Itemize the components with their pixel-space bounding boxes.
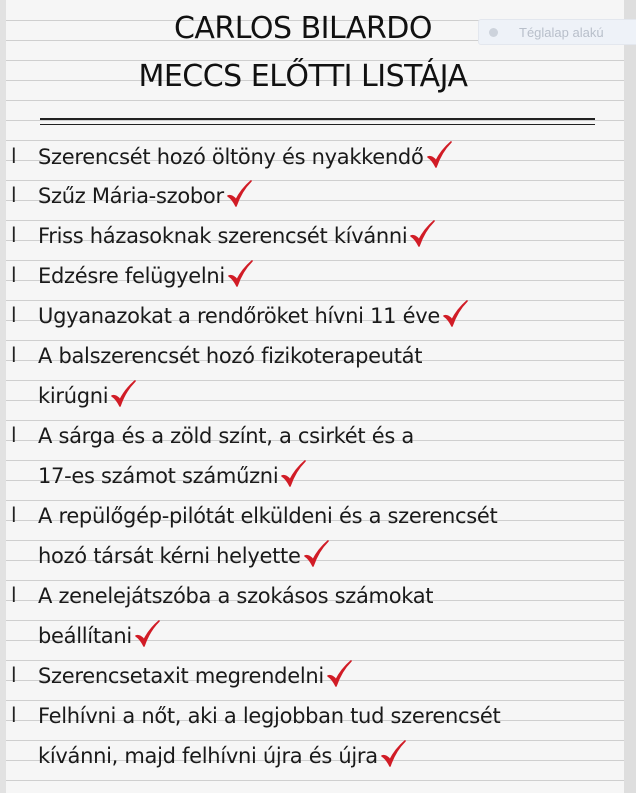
title-underline-thin bbox=[40, 124, 595, 125]
list-item-text bbox=[38, 416, 608, 496]
bullet-marker: l bbox=[11, 303, 17, 327]
list-item-line: Ugyanazokat a rendőröket hívni 11 éve bbox=[38, 296, 608, 336]
list-item-line: Szerencsetaxit megrendelni bbox=[38, 656, 608, 696]
list-item-line: A sárga és a zöld színt, a csirkét és a bbox=[38, 424, 414, 448]
bullet-marker: l bbox=[11, 263, 17, 287]
checkmark-icon bbox=[426, 140, 452, 170]
list-item-text bbox=[38, 336, 608, 416]
list-item-line: Felhívni a nőt, aki a legjobban tud szerencsét bbox=[38, 704, 501, 728]
checkmark-icon bbox=[380, 739, 406, 769]
list-item-line: Friss házasoknak szerencsét kívánni bbox=[38, 216, 608, 256]
list-item-line: Edzésre felügyelni bbox=[38, 256, 608, 296]
bullet-marker: l bbox=[11, 663, 17, 687]
list-item-line: kívánni, majd felhívni újra és újra bbox=[38, 736, 608, 776]
title-line-1: CARLOS BILARDO bbox=[173, 11, 433, 46]
checkmark-icon bbox=[227, 259, 253, 289]
bullet-marker: l bbox=[11, 503, 17, 527]
list-item-line: Szűz Mária-szobor bbox=[38, 176, 608, 216]
bullet-marker: l bbox=[11, 423, 17, 447]
list-item-text bbox=[38, 176, 608, 216]
list-item-line: A zenelejátszóba a szokásos számokat bbox=[38, 584, 434, 608]
page-right-edge bbox=[624, 0, 636, 793]
list-item-line: beállítani bbox=[38, 616, 608, 656]
list-item-text bbox=[38, 576, 608, 656]
checkmark-icon bbox=[326, 659, 352, 689]
title-line-2: MECCS ELŐTTI LISTÁJA bbox=[138, 59, 468, 94]
list-item-text bbox=[38, 656, 608, 696]
checkmark-icon bbox=[110, 379, 136, 409]
checkmark-icon bbox=[303, 539, 329, 569]
list-item-text bbox=[38, 256, 608, 296]
page-left-edge bbox=[0, 0, 6, 793]
bullet-marker: l bbox=[11, 223, 17, 247]
checkmark-icon bbox=[442, 299, 468, 329]
title-underline-thick bbox=[40, 118, 595, 120]
list-item-line: Szerencsét hozó öltöny és nyakkendő bbox=[38, 137, 608, 177]
bullet-marker: l bbox=[11, 343, 17, 367]
list-item-line: hozó társát kérni helyette bbox=[38, 536, 608, 576]
checkmark-icon bbox=[409, 219, 435, 249]
list-item-line: A balszerencsét hozó fizikoterapeutát bbox=[38, 344, 423, 368]
checkmark-icon bbox=[134, 619, 160, 649]
tooltip-label: Téglalap alakú bbox=[519, 25, 604, 40]
list-item-line: kirúgni bbox=[38, 376, 608, 416]
list-item-text bbox=[38, 296, 608, 336]
list-item-text bbox=[38, 496, 608, 576]
list-item-text bbox=[38, 216, 608, 256]
list-item-line: 17-es számot száműzni bbox=[38, 456, 608, 496]
bullet-marker: l bbox=[11, 703, 17, 727]
list-item-text bbox=[38, 137, 608, 177]
bullet-marker: l bbox=[11, 183, 17, 207]
bullet-marker: l bbox=[11, 583, 17, 607]
checkmark-icon bbox=[280, 459, 306, 489]
list-item-line: A repülőgép-pilótát elküldeni és a szerencsét bbox=[38, 504, 498, 528]
bullet-marker: l bbox=[11, 144, 17, 168]
checkmark-icon bbox=[226, 179, 252, 209]
list-item-text bbox=[38, 696, 608, 776]
